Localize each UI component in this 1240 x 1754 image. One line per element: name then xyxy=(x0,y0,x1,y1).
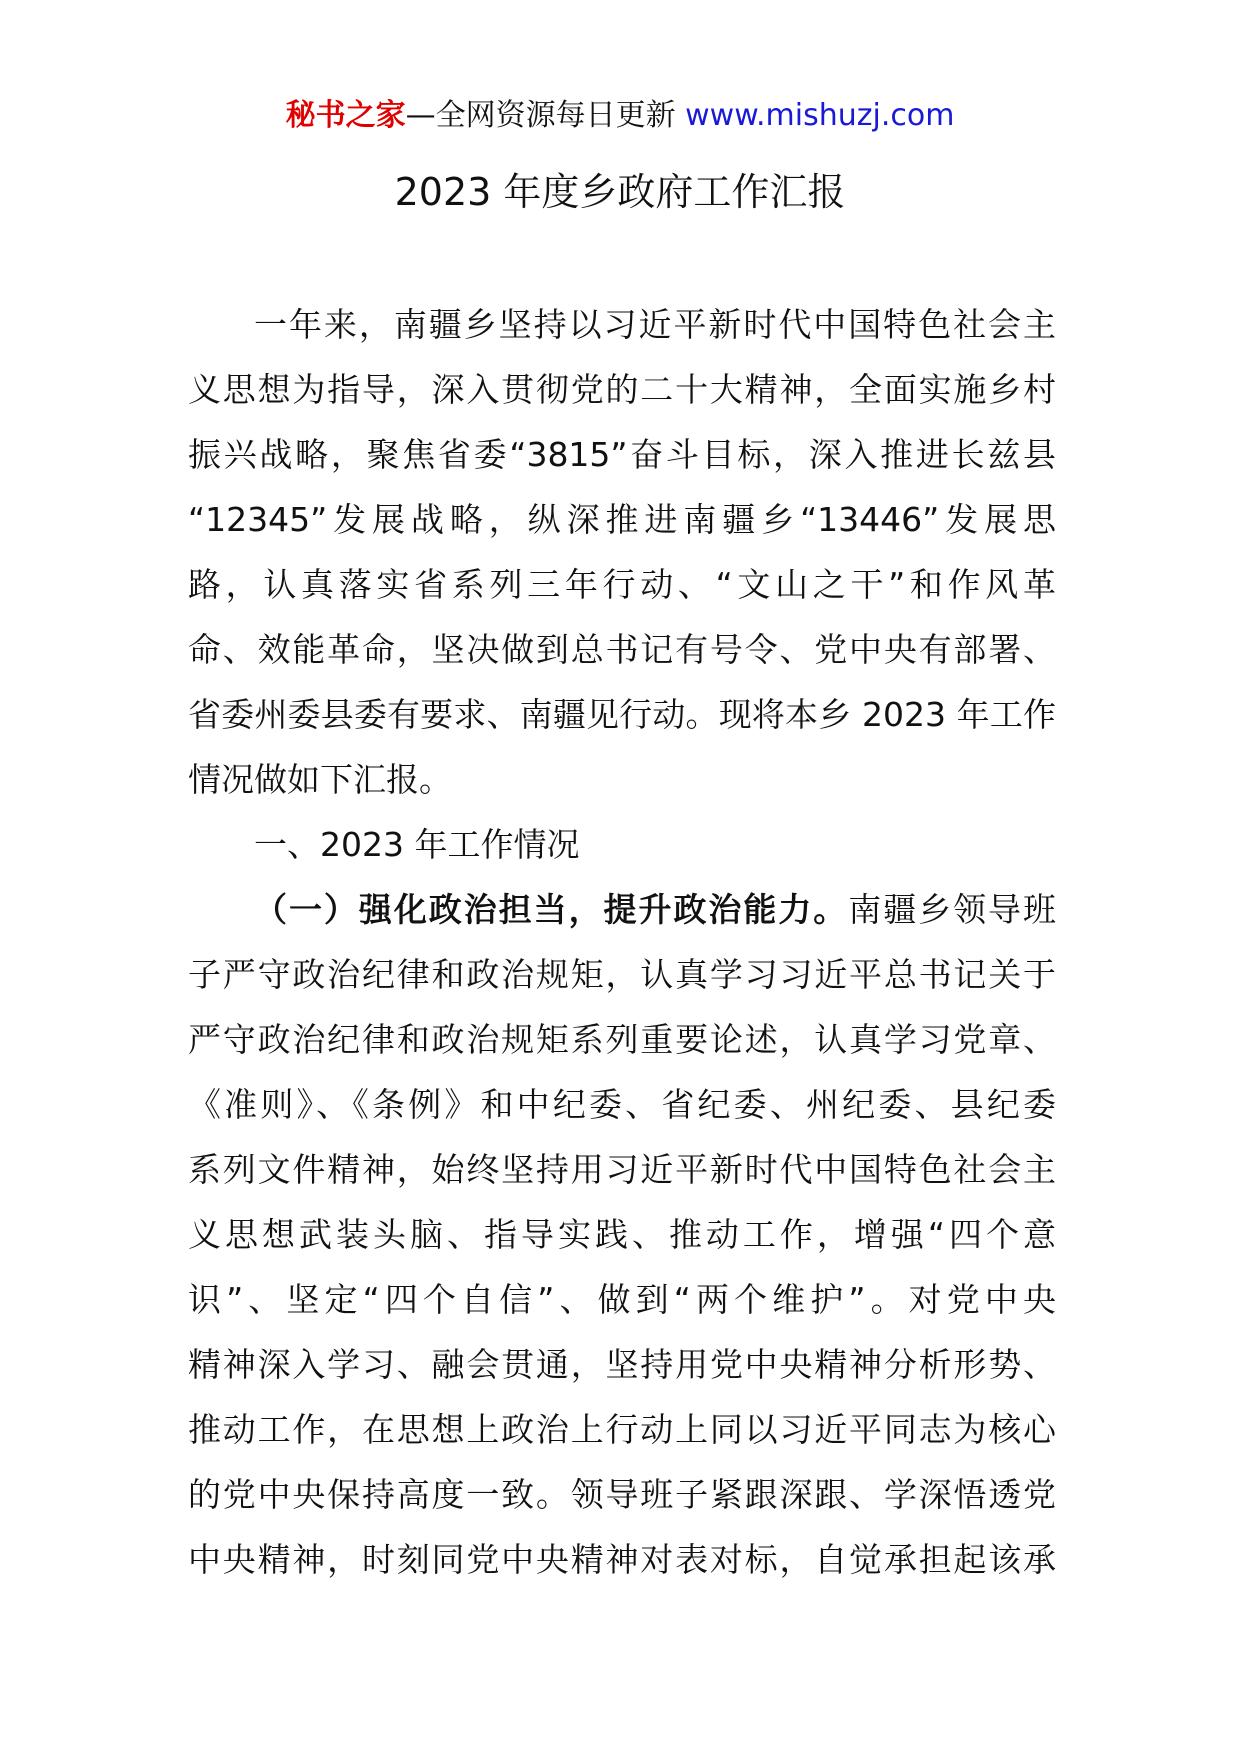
paragraph-line: 义思想武装头脑、指导实践、推动工作，增强“四个意 xyxy=(188,1215,1056,1254)
paragraph-line: 推动工作，在思想上政治上行动上同以习近平同志为核心 xyxy=(188,1410,1056,1449)
site-banner xyxy=(0,96,1240,136)
paragraph-line: 一年来，南疆乡坚持以习近平新时代中国特色社会主 xyxy=(254,305,1056,344)
paragraph-line: 命、效能革命，坚决做到总书记有号令、党中央有部署、 xyxy=(188,630,1056,669)
paragraph-line: 情况做如下汇报。 xyxy=(188,760,452,799)
paragraph-line: 路，认真落实省系列三年行动、“文山之干”和作风革 xyxy=(188,565,1056,604)
paragraph-line: 精神深入学习、融会贯通，坚持用党中央精神分析形势、 xyxy=(188,1345,1056,1384)
site-brand: 秘书之家 xyxy=(285,98,406,133)
paragraph-line: 子严守政治纪律和政治规矩，认真学习习近平总书记关于 xyxy=(188,955,1056,994)
paragraph-line: 系列文件精神，始终坚持用习近平新时代中国特色社会主 xyxy=(188,1150,1056,1189)
paragraph-line: 识”、坚定“四个自信”、做到“两个维护”。对党中央 xyxy=(188,1280,1056,1319)
subsection-line xyxy=(188,877,1056,942)
site-url[interactable]: www.mishuzj.com xyxy=(685,98,955,133)
paragraph-line: 中央精神，时刻同党中央精神对表对标，自觉承担起该承 xyxy=(188,1540,1056,1579)
document-title: 2023 年度乡政府工作汇报 xyxy=(394,170,846,214)
paragraph-line: “12345”发展战略，纵深推进南疆乡“13446”发展思 xyxy=(188,500,1056,539)
subsection-text: 南疆乡领导班 xyxy=(848,890,1057,929)
paragraph-line: 《准则》、《条例》和中纪委、省纪委、州纪委、县纪委 xyxy=(188,1085,1056,1124)
paragraph-line: 振兴战略，聚焦省委“3815”奋斗目标，深入推进长兹县 xyxy=(188,435,1056,474)
paragraph-line: 义思想为指导，深入贯彻党的二十大精神，全面实施乡村 xyxy=(188,370,1056,409)
document-body xyxy=(188,292,1056,1592)
subsection-heading: （一）强化政治担当，提升政治能力。 xyxy=(254,890,849,929)
site-tagline: —全网资源每日更新 xyxy=(405,98,686,133)
paragraph-line: 省委州委县委有要求、南疆见行动。现将本乡 2023 年工作 xyxy=(188,695,1056,734)
paragraph-line: 的党中央保持高度一致。领导班子紧跟深跟、学深悟透党 xyxy=(188,1475,1056,1514)
section-heading: 一、2023 年工作情况 xyxy=(254,825,580,864)
paragraph-line: 严守政治纪律和政治规矩系列重要论述，认真学习党章、 xyxy=(188,1020,1056,1059)
